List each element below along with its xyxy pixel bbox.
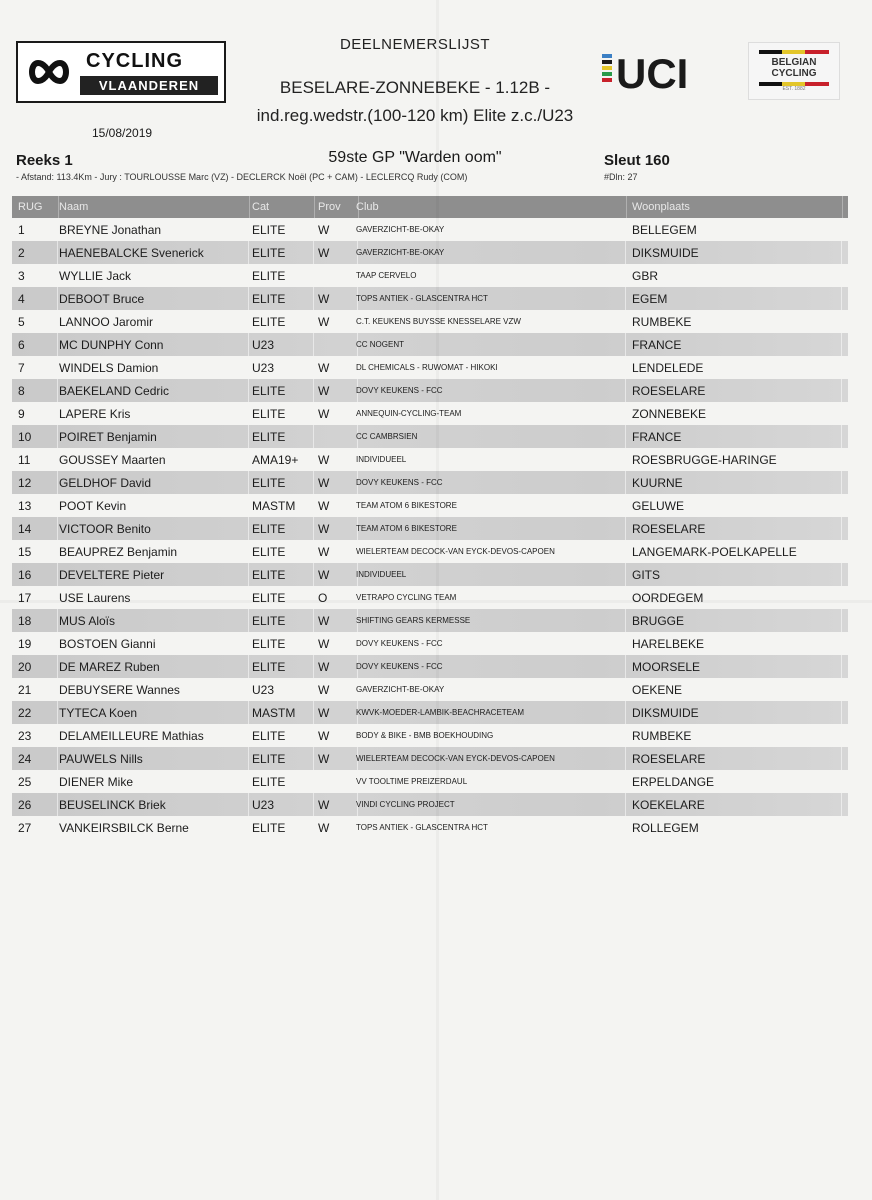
- cell-naam: HAENEBALCKE Svenerick: [59, 241, 249, 264]
- cell-woonplaats: DIKSMUIDE: [632, 241, 842, 264]
- cell-club: TEAM ATOM 6 BIKESTORE: [356, 517, 626, 540]
- uci-logo-text: UCI: [616, 50, 689, 94]
- cell-prov: [318, 333, 358, 356]
- cell-club: C.T. KEUKENS BUYSSE KNESSELARE VZW: [356, 317, 521, 326]
- gp-name: 59ste GP "Warden oom": [328, 149, 502, 166]
- cell-naam: BREYNE Jonathan: [59, 222, 162, 237]
- cell-prov: W: [318, 498, 330, 513]
- cell-woonplaats: MOORSELE: [632, 655, 842, 678]
- cell-cat: ELITE: [252, 222, 286, 237]
- cell-woonplaats: BELLEGEM: [632, 222, 697, 237]
- cell-woonplaats: RUMBEKE: [632, 314, 692, 329]
- cell-naam: POIRET Benjamin: [59, 425, 249, 448]
- cell-naam: MC DUNPHY Conn: [59, 333, 249, 356]
- cell-prov: W: [318, 241, 358, 264]
- table-row: [12, 747, 848, 770]
- bc-logo-line1: BELGIAN: [771, 57, 817, 68]
- cell-club: SHIFTING GEARS KERMESSE: [356, 609, 626, 632]
- cell-naam: VICTOOR Benito: [59, 517, 249, 540]
- cell-rug: 22: [18, 701, 58, 724]
- logo-text-vlaanderen: VLAANDEREN: [80, 76, 218, 95]
- table-row: [12, 494, 848, 517]
- cell-club: TEAM ATOM 6 BIKESTORE: [356, 501, 457, 510]
- cell-woonplaats: ERPELDANGE: [632, 774, 715, 789]
- cell-cat: ELITE: [252, 268, 286, 283]
- cell-prov: W: [318, 360, 330, 375]
- table-row: [12, 448, 848, 471]
- cell-rug: 26: [18, 793, 58, 816]
- cell-prov: W: [318, 452, 330, 467]
- table-row: [12, 471, 848, 494]
- cell-naam: DEVELTERE Pieter: [59, 563, 249, 586]
- cell-cat: MASTM: [252, 498, 296, 513]
- cell-woonplaats: EGEM: [632, 287, 842, 310]
- cell-cat: ELITE: [252, 379, 314, 402]
- cell-cat: ELITE: [252, 820, 286, 835]
- cell-rug: 14: [18, 517, 58, 540]
- sleut-label: Sleut 160: [604, 152, 670, 169]
- cell-prov: W: [318, 728, 330, 743]
- cell-naam: DEBUYSERE Wannes: [59, 682, 180, 697]
- table-row: [12, 609, 848, 632]
- cell-woonplaats: OEKENE: [632, 682, 683, 697]
- table-row: [12, 425, 848, 448]
- cell-naam: DE MAREZ Ruben: [59, 655, 249, 678]
- cell-prov: W: [318, 314, 330, 329]
- cell-prov: W: [318, 747, 358, 770]
- bc-logo-sub: EST. 1882: [782, 86, 806, 92]
- cell-prov: W: [318, 287, 358, 310]
- cell-prov: [318, 425, 358, 448]
- cell-cat: AMA19+: [252, 452, 299, 467]
- cell-cat: ELITE: [252, 636, 286, 651]
- table-row: [12, 310, 848, 333]
- bc-logo-line2: CYCLING: [771, 68, 817, 79]
- cell-naam: BOSTOEN Gianni: [59, 636, 156, 651]
- cell-rug: 10: [18, 425, 58, 448]
- cell-club: CC CAMBRSIEN: [356, 425, 626, 448]
- race-meta: - Afstand: 113.4Km - Jury : TOURLOUSSE Marc (VZ) - DECLERCK Noël (PC + CAM) - LECLERCQ Rudy (COM): [16, 172, 468, 182]
- cell-rug: 25: [18, 774, 32, 789]
- cell-club: WIELERTEAM DECOCK-VAN EYCK-DEVOS-CAPOEN: [356, 547, 555, 556]
- cell-club: INDIVIDUEEL: [356, 563, 626, 586]
- table-row: [12, 770, 848, 793]
- table-header: [12, 196, 848, 218]
- cell-cat: ELITE: [252, 728, 286, 743]
- cell-cat: MASTM: [252, 701, 314, 724]
- cell-prov: W: [318, 793, 358, 816]
- table-row: [12, 655, 848, 678]
- cell-cat: U23: [252, 360, 275, 375]
- cell-cat: ELITE: [252, 544, 286, 559]
- cell-woonplaats: KUURNE: [632, 471, 842, 494]
- cell-woonplaats: ROESELARE: [632, 747, 842, 770]
- cell-rug: 19: [18, 636, 32, 651]
- cell-rug: 5: [18, 314, 25, 329]
- table-row: [12, 356, 848, 379]
- cell-woonplaats: BRUGGE: [632, 609, 842, 632]
- cell-naam: BEUSELINCK Briek: [59, 793, 249, 816]
- table-row: [12, 241, 848, 264]
- cycling-vlaanderen-logo: [16, 41, 226, 103]
- table-row: [12, 563, 848, 586]
- cell-club: GAVERZICHT-BE-OKAY: [356, 685, 445, 694]
- cell-naam: DEBOOT Bruce: [59, 287, 249, 310]
- cell-rug: 3: [18, 268, 25, 283]
- cell-rug: 27: [18, 820, 32, 835]
- cell-woonplaats: RUMBEKE: [632, 728, 692, 743]
- cell-club: DOVY KEUKENS - FCC: [356, 379, 626, 402]
- cell-cat: ELITE: [252, 747, 314, 770]
- cell-rug: 6: [18, 333, 58, 356]
- cell-club: TOPS ANTIEK - GLASCENTRA HCT: [356, 287, 626, 310]
- cell-club: DL CHEMICALS - RUWOMAT - HIKOKI: [356, 363, 498, 372]
- cell-rug: 15: [18, 544, 32, 559]
- cell-naam: PAUWELS Nills: [59, 747, 249, 770]
- cell-club: BODY & BIKE - BMB BOEKHOUDING: [356, 731, 494, 740]
- cell-woonplaats: GELUWE: [632, 498, 685, 513]
- cell-naam: USE Laurens: [59, 590, 131, 605]
- cell-club: INDIVIDUEEL: [356, 455, 407, 464]
- cell-cat: ELITE: [252, 287, 314, 310]
- cell-rug: 13: [18, 498, 32, 513]
- cell-cat: ELITE: [252, 425, 314, 448]
- cell-club: ANNEQUIN-CYCLING-TEAM: [356, 409, 462, 418]
- cell-prov: O: [318, 590, 328, 605]
- table-row: [12, 724, 848, 747]
- cell-cat: ELITE: [252, 241, 314, 264]
- race-title-line2: ind.reg.wedstr.(100-120 km) Elite z.c./U23: [256, 106, 574, 125]
- cell-prov: W: [318, 682, 330, 697]
- cell-club: TOPS ANTIEK - GLASCENTRA HCT: [356, 823, 488, 832]
- race-date: 15/08/2019: [92, 126, 153, 140]
- cell-woonplaats: ZONNEBEKE: [632, 406, 707, 421]
- cell-rug: 11: [18, 452, 31, 467]
- table-row: [12, 287, 848, 310]
- cell-rug: 4: [18, 287, 58, 310]
- cell-woonplaats: ROESBRUGGE-HARINGE: [632, 452, 777, 467]
- document-title: DEELNEMERSLIJST: [339, 36, 491, 53]
- cell-cat: U23: [252, 793, 314, 816]
- cell-woonplaats: ROLLEGEM: [632, 820, 699, 835]
- table-row: [12, 333, 848, 356]
- cell-naam: VANKEIRSBILCK Berne: [59, 820, 189, 835]
- infinity-icon: [18, 43, 80, 101]
- race-title-line1: BESELARE-ZONNEBEKE - 1.12B -: [279, 78, 551, 97]
- table-body: [12, 218, 848, 839]
- table-row: [12, 218, 848, 241]
- cell-prov: [318, 770, 358, 793]
- participant-count: #Dln: 27: [604, 172, 638, 182]
- cell-naam: BAEKELAND Cedric: [59, 379, 249, 402]
- cell-club: VV TOOLTIME PREIZERDAUL: [356, 777, 468, 786]
- cell-club: GAVERZICHT-BE-OKAY: [356, 241, 626, 264]
- header-prov: Prov: [318, 196, 359, 218]
- cell-rug: 16: [18, 563, 58, 586]
- cell-prov: W: [318, 544, 330, 559]
- cell-woonplaats: HARELBEKE: [632, 636, 705, 651]
- cell-club: CC NOGENT: [356, 333, 626, 356]
- cell-rug: 17: [18, 590, 32, 605]
- cell-prov: [318, 264, 358, 287]
- header-cat: Cat: [252, 196, 315, 218]
- table-row: [12, 264, 848, 287]
- cell-rug: 7: [18, 360, 25, 375]
- cell-club: KWVK-MOEDER-LAMBIK-BEACHRACETEAM: [356, 701, 626, 724]
- cell-club: VETRAPO CYCLING TEAM: [356, 593, 457, 602]
- table-row: [12, 586, 848, 609]
- logo-text-cycling: CYCLING: [86, 49, 183, 72]
- cell-cat: ELITE: [252, 314, 286, 329]
- cell-woonplaats: FRANCE: [632, 333, 842, 356]
- cell-woonplaats: FRANCE: [632, 425, 842, 448]
- cell-club: VINDI CYCLING PROJECT: [356, 793, 626, 816]
- uci-logo: [600, 50, 740, 94]
- cell-woonplaats: LANGEMARK-POELKAPELLE: [632, 544, 797, 559]
- reeks-label: Reeks 1: [16, 152, 73, 169]
- table-row: [12, 402, 848, 425]
- table-row: [12, 632, 848, 655]
- cell-cat: ELITE: [252, 563, 314, 586]
- cell-woonplaats: ROESELARE: [632, 379, 842, 402]
- cell-naam: LANNOO Jaromir: [59, 314, 154, 329]
- cell-cat: U23: [252, 333, 314, 356]
- cell-prov: W: [318, 379, 358, 402]
- cell-naam: GELDHOF David: [59, 471, 249, 494]
- belgian-cycling-logo: [748, 42, 840, 100]
- cell-prov: W: [318, 820, 330, 835]
- cell-woonplaats: DIKSMUIDE: [632, 701, 842, 724]
- cell-woonplaats: ROESELARE: [632, 517, 842, 540]
- cell-rug: 23: [18, 728, 32, 743]
- cell-prov: W: [318, 471, 358, 494]
- cell-prov: W: [318, 655, 358, 678]
- cell-naam: DIENER Mike: [59, 774, 134, 789]
- cell-naam: LAPERE Kris: [59, 406, 131, 421]
- cell-woonplaats: LENDELEDE: [632, 360, 704, 375]
- cell-prov: W: [318, 636, 330, 651]
- table-row: [12, 793, 848, 816]
- table-row: [12, 816, 848, 839]
- table-row: [12, 379, 848, 402]
- cell-woonplaats: GBR: [632, 268, 659, 283]
- cell-naam: DELAMEILLEURE Mathias: [59, 728, 204, 743]
- table-row: [12, 701, 848, 724]
- cell-woonplaats: OORDEGEM: [632, 590, 704, 605]
- header-rug: RUG: [18, 196, 59, 218]
- cell-rug: 24: [18, 747, 58, 770]
- cell-rug: 21: [18, 682, 32, 697]
- header-woonplaats: Woonplaats: [632, 196, 843, 218]
- cell-prov: W: [318, 563, 358, 586]
- cell-club: DOVY KEUKENS - FCC: [356, 655, 626, 678]
- cell-rug: 12: [18, 471, 58, 494]
- cell-rug: 20: [18, 655, 58, 678]
- cell-cat: ELITE: [252, 406, 286, 421]
- cell-cat: ELITE: [252, 609, 314, 632]
- cell-cat: ELITE: [252, 517, 314, 540]
- table-row: [12, 540, 848, 563]
- header-naam: Naam: [59, 196, 250, 218]
- cell-woonplaats: KOEKELARE: [632, 793, 842, 816]
- cell-cat: ELITE: [252, 590, 286, 605]
- cell-rug: 9: [18, 406, 25, 421]
- cell-cat: ELITE: [252, 655, 314, 678]
- cell-naam: BEAUPREZ Benjamin: [59, 544, 178, 559]
- cell-prov: W: [318, 222, 330, 237]
- cell-cat: U23: [252, 682, 275, 697]
- cell-rug: 18: [18, 609, 58, 632]
- cell-naam: WYLLIE Jack: [59, 268, 132, 283]
- cell-prov: W: [318, 517, 358, 540]
- cell-club: GAVERZICHT-BE-OKAY: [356, 225, 445, 234]
- table-row: [12, 517, 848, 540]
- cell-club: WIELERTEAM DECOCK-VAN EYCK-DEVOS-CAPOEN: [356, 747, 626, 770]
- cell-club: TAAP CERVELO: [356, 271, 417, 280]
- cell-rug: 1: [18, 222, 25, 237]
- cell-club: DOVY KEUKENS - FCC: [356, 639, 443, 648]
- cell-prov: W: [318, 609, 358, 632]
- cell-prov: W: [318, 406, 330, 421]
- cell-club: DOVY KEUKENS - FCC: [356, 471, 626, 494]
- cell-naam: MUS Aloïs: [59, 609, 249, 632]
- table-row: [12, 678, 848, 701]
- participants-table: [12, 196, 848, 839]
- cell-cat: ELITE: [252, 774, 286, 789]
- cell-cat: ELITE: [252, 471, 314, 494]
- header-club: Club: [356, 196, 627, 218]
- cell-woonplaats: GITS: [632, 563, 842, 586]
- cell-prov: W: [318, 701, 358, 724]
- cell-naam: WINDELS Damion: [59, 360, 159, 375]
- cell-naam: GOUSSEY Maarten: [59, 452, 166, 467]
- cell-naam: POOT Kevin: [59, 498, 127, 513]
- cell-rug: 8: [18, 379, 58, 402]
- cell-rug: 2: [18, 241, 58, 264]
- cell-naam: TYTECA Koen: [59, 701, 249, 724]
